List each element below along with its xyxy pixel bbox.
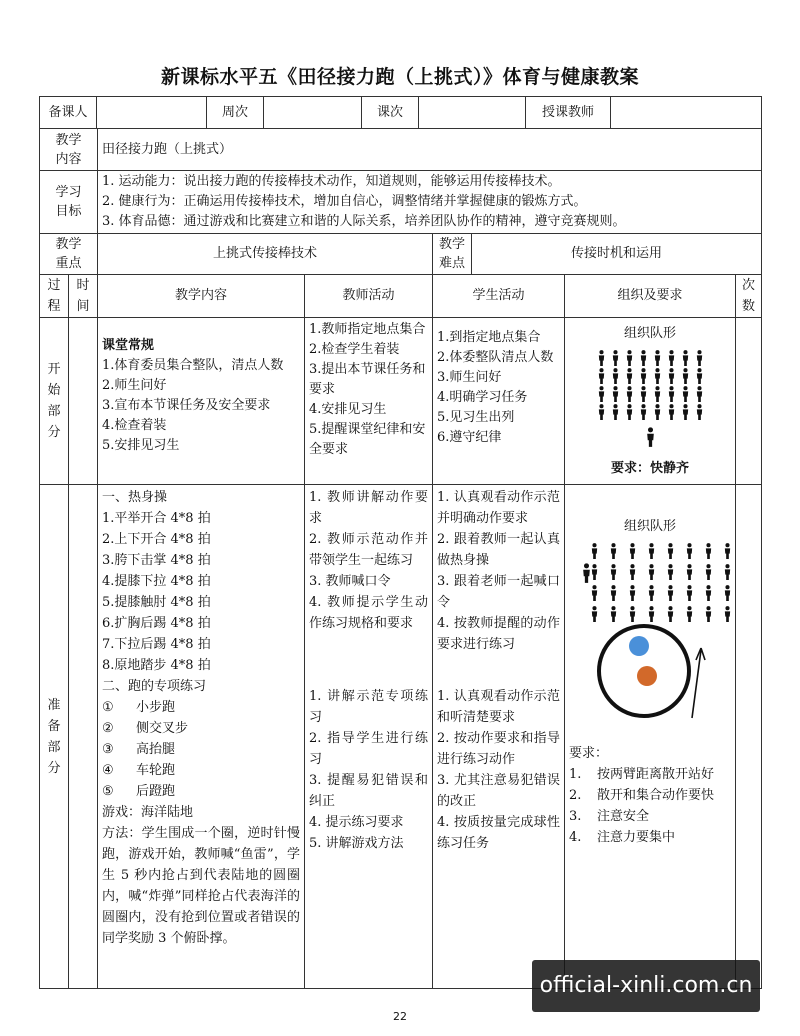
game-method: 方法：学生围成一个圈，逆时针慢跑，游戏开始，教师喊“鱼雷”，学生 5 秒内抢占到代表陆地的圆圈内，喊“炸弹”同样抢占代表海洋的圆圈内，没有抢到位置或者错误的同学奖励 3 个俯卧撑。 — [102, 826, 300, 946]
student-icon — [639, 386, 648, 402]
student-icon — [695, 386, 704, 402]
teacher-value — [611, 97, 761, 128]
game-title: 游戏：海洋陆地 — [102, 805, 194, 820]
start-teacher-item: 4.安排见习生 — [309, 402, 387, 417]
prep-time-cell — [69, 485, 98, 989]
objectives-label: 学习目标 — [40, 171, 98, 234]
land-circle-blue — [629, 636, 649, 656]
prep-student-item: 2. 按动作要求和指导进行练习动作 — [437, 731, 560, 767]
prep-organization — [565, 485, 736, 989]
prep-phase-label: 准备部分 — [40, 485, 69, 989]
drill-item: ④ 车轮跑 — [102, 763, 176, 778]
student-icon — [625, 368, 634, 384]
prep-teacher-activity — [305, 485, 433, 989]
prep-student-item: 2. 跟着教师一起认真做热身操 — [437, 532, 560, 568]
student-icon — [625, 386, 634, 402]
student-icon — [681, 386, 690, 402]
column-header-row — [40, 275, 762, 318]
ocean-circle-orange — [637, 666, 657, 686]
student-icon — [628, 564, 637, 580]
prep-teacher-item: 3. 提醒易犯错误和纠正 — [309, 773, 428, 809]
student-icon — [723, 543, 732, 559]
drill-item: ① 小步跑 — [102, 700, 176, 715]
counterclockwise-arrow-icon — [689, 646, 709, 720]
prep-req-item: 3. 注意安全 — [569, 809, 650, 824]
student-icon — [609, 585, 618, 601]
student-icon — [667, 350, 676, 366]
warmup-heading: 一、热身操 — [102, 490, 168, 505]
student-icon — [647, 543, 656, 559]
prep-req-list — [569, 764, 731, 848]
prep-student-item: 4. 按教师提醒的动作要求进行练习 — [437, 616, 560, 652]
col-teacher: 教师活动 — [305, 275, 433, 318]
prep-count-cell — [736, 485, 762, 989]
student-icon — [681, 404, 690, 420]
difficulty-label: 教学难点 — [433, 234, 472, 274]
drill-item: ② 侧交叉步 — [102, 721, 189, 736]
prep-student-item: 3. 尤其注意易犯错误的改正 — [437, 773, 560, 809]
prep-req-item: 2. 散开和集合动作要快 — [569, 788, 715, 803]
start-phase-label: 开始部分 — [40, 318, 69, 485]
watermark: official-xinli.com.cn — [532, 960, 760, 1012]
student-icon — [704, 543, 713, 559]
preparer-label: 备课人 — [40, 97, 97, 128]
student-icon — [695, 350, 704, 366]
game-diagram — [569, 620, 731, 740]
student-icon — [666, 585, 675, 601]
student-icon — [628, 543, 637, 559]
page-number: 22 — [393, 1010, 407, 1023]
start-student-item: 1.到指定地点集合 — [437, 330, 541, 345]
prep-content — [98, 485, 305, 989]
student-icon — [685, 543, 694, 559]
col-content: 教学内容 — [98, 275, 305, 318]
warmup-item: 1.平举开合 4*8 拍 — [102, 511, 211, 526]
objectives-list — [98, 171, 762, 234]
start-student-activity — [433, 318, 565, 485]
student-icon — [704, 564, 713, 580]
student-icon — [611, 386, 620, 402]
prep-teacher-item: 3. 教师喊口令 — [309, 574, 391, 589]
student-icon — [611, 350, 620, 366]
start-content-item: 1.体育委员集合整队，清点人数 — [102, 358, 284, 373]
warmup-item: 3.胯下击掌 4*8 拍 — [102, 553, 211, 568]
start-formation — [569, 350, 731, 420]
header-row — [40, 97, 762, 129]
prep-teacher-item: 4. 教师提示学生动作练习规格和要求 — [309, 595, 428, 631]
teacher-icon — [645, 426, 656, 448]
student-icon — [653, 386, 662, 402]
prep-student-item: 4. 按质按量完成球性练习任务 — [437, 815, 560, 851]
warmup-item: 4.提膝下拉 4*8 拍 — [102, 574, 211, 589]
drill-heading: 二、跑的专项练习 — [102, 679, 207, 694]
start-student-item: 2.体委整队清点人数 — [437, 350, 554, 365]
document-title: 新课标水平五《田径接力跑（上挑式）》体育与健康教案 — [160, 66, 639, 88]
start-student-item: 6.遵守纪律 — [437, 430, 502, 445]
student-icon — [625, 350, 634, 366]
start-teacher-item: 5.提醒课堂纪律和安全要求 — [309, 422, 426, 457]
content-label: 教学内容 — [40, 129, 98, 171]
student-icon — [611, 368, 620, 384]
start-teacher-activity — [305, 318, 433, 485]
drill-item: ③ 高抬腿 — [102, 742, 176, 757]
prep-teacher-item: 2. 指导学生进行练习 — [309, 731, 428, 767]
student-icon — [639, 350, 648, 366]
student-icon — [681, 368, 690, 384]
week-value — [264, 97, 362, 128]
start-student-item: 3.师生问好 — [437, 370, 502, 385]
col-process: 过程 — [40, 275, 69, 318]
student-icon — [653, 404, 662, 420]
student-icon — [590, 564, 599, 580]
start-section-row — [40, 318, 762, 485]
student-icon — [647, 585, 656, 601]
col-student: 学生活动 — [433, 275, 565, 318]
start-teacher-item: 2.检查学生着装 — [309, 342, 400, 357]
objective-item: 2. 健康行为：正确运用传接棒技术，增加自信心，调整情绪并掌握健康的锻炼方式。 — [102, 194, 587, 209]
warmup-item: 7.下拉后踢 4*8 拍 — [102, 637, 211, 652]
student-icon — [666, 543, 675, 559]
student-icon — [597, 404, 606, 420]
start-content — [98, 318, 305, 485]
start-organization — [565, 318, 736, 485]
start-requirement: 要求：快静齐 — [610, 461, 689, 476]
col-time: 时间 — [69, 275, 98, 318]
start-org-title: 组织队形 — [623, 326, 676, 341]
prep-teacher-item: 4. 提示练习要求 — [309, 815, 404, 830]
objectives-row — [40, 171, 762, 234]
warmup-item: 5.提膝触肘 4*8 拍 — [102, 595, 211, 610]
student-icon — [628, 585, 637, 601]
prep-teacher-item: 1. 教师讲解动作要求 — [309, 490, 428, 526]
objective-item: 3. 体育品德：通过游戏和比赛建立和谐的人际关系，培养团队协作的精神，遵守竞赛规则。 — [102, 214, 626, 229]
start-teacher-item: 3.提出本节课任务和要求 — [309, 362, 426, 397]
prep-section-row — [40, 485, 762, 989]
start-student-item: 4.明确学习任务 — [437, 390, 528, 405]
prep-student-item: 3. 跟着老师一起喊口令 — [437, 574, 560, 610]
student-icon — [704, 585, 713, 601]
key-point-label: 教学重点 — [40, 234, 98, 275]
col-organization: 组织及要求 — [565, 275, 736, 318]
student-icon — [639, 404, 648, 420]
drill-item: ⑤ 后蹬跑 — [102, 784, 176, 799]
student-icon — [597, 350, 606, 366]
start-count-cell — [736, 318, 762, 485]
teacher-label: 授课教师 — [526, 97, 611, 128]
lesson-value — [419, 97, 526, 128]
warmup-item: 2.上下开合 4*8 拍 — [102, 532, 211, 547]
student-icon — [723, 564, 732, 580]
student-icon — [667, 404, 676, 420]
start-content-item: 2.师生问好 — [102, 378, 167, 393]
content-row — [40, 129, 762, 171]
prep-req-heading: 要求： — [569, 746, 609, 761]
prep-req-item: 4. 注意力要集中 — [569, 830, 676, 845]
student-icon — [625, 404, 634, 420]
prep-teacher-item: 5. 讲解游戏方法 — [309, 836, 404, 851]
student-icon — [723, 585, 732, 601]
prep-org-title: 组织队形 — [623, 519, 676, 534]
start-content-item: 3.宣布本节课任务及安全要求 — [102, 398, 271, 413]
student-icon — [611, 404, 620, 420]
prep-req-item: 1. 按两臂距离散开站好 — [569, 767, 715, 782]
student-icon — [609, 564, 618, 580]
student-icon — [653, 350, 662, 366]
student-icon — [695, 404, 704, 420]
student-icon — [667, 368, 676, 384]
student-icon — [590, 585, 599, 601]
difficulty-value: 传接时机和运用 — [571, 246, 663, 261]
objective-item: 1. 运动能力：说出接力跑的传接棒技术动作，知道规则，能够运用传接棒技术。 — [102, 174, 561, 189]
start-leader-figure — [569, 426, 731, 455]
start-time-cell — [69, 318, 98, 485]
student-icon — [685, 564, 694, 580]
student-icon — [666, 564, 675, 580]
col-count: 次数 — [736, 275, 762, 318]
warmup-item: 6.扩胸后踢 4*8 拍 — [102, 616, 211, 631]
student-icon — [597, 368, 606, 384]
warmup-item: 8.原地踏步 4*8 拍 — [102, 658, 211, 673]
preparer-value — [97, 97, 207, 128]
student-icon — [695, 368, 704, 384]
start-teacher-item: 1.教师指定地点集合 — [309, 322, 426, 337]
week-label: 周次 — [207, 97, 264, 128]
student-icon — [647, 564, 656, 580]
student-icon — [639, 368, 648, 384]
content-value: 田径接力跑（上挑式） — [98, 129, 762, 171]
lesson-label: 课次 — [362, 97, 419, 128]
prep-student-item: 1. 认真观看动作示范并明确动作要求 — [437, 490, 560, 526]
prep-teacher-item: 2. 教师示范动作并带领学生一起练习 — [309, 532, 428, 568]
start-content-item: 4.检查着装 — [102, 418, 167, 433]
prep-student-item: 1. 认真观看动作示范和听清楚要求 — [437, 689, 560, 725]
lesson-plan-table — [39, 96, 762, 989]
student-icon — [685, 585, 694, 601]
student-icon — [681, 350, 690, 366]
student-icon — [590, 543, 599, 559]
student-icon — [609, 543, 618, 559]
prep-teacher-item: 1. 讲解示范专项练习 — [309, 689, 428, 725]
start-content-item: 5.安排见习生 — [102, 438, 180, 453]
student-icon — [667, 386, 676, 402]
student-icon — [653, 368, 662, 384]
student-icon — [597, 386, 606, 402]
focus-row — [40, 234, 762, 275]
start-student-item: 5.见习生出列 — [437, 410, 515, 425]
key-point-value: 上挑式传接棒技术 — [98, 234, 433, 275]
prep-student-activity — [433, 485, 565, 989]
start-content-heading: 课堂常规 — [102, 338, 155, 353]
